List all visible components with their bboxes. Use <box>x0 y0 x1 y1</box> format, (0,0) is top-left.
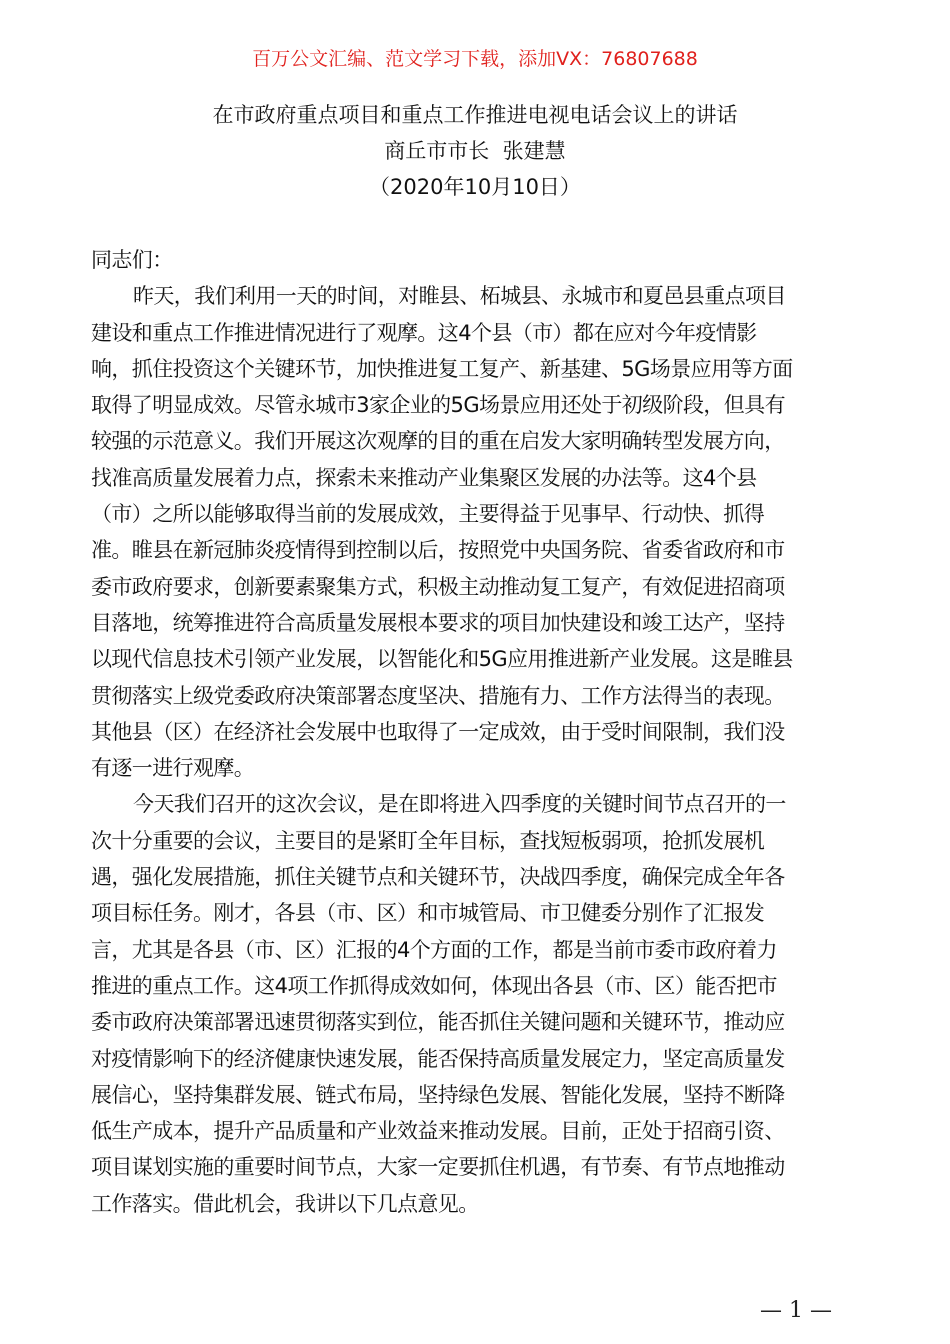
paragraph-line: 项目谋划实施的重要时间节点，大家一定要抓住机遇，有节奏、有节点地推动 <box>91 1155 785 1180</box>
paragraph-line: （市）之所以能够取得当前的发展成效，主要得益于见事早、行动快、抓得 <box>91 502 765 527</box>
paragraph-line: 其他县（区）在经济社会发展中也取得了一定成效，由于受时间限制，我们没 <box>91 719 785 744</box>
page-number: — 1 — <box>760 1298 832 1323</box>
paragraph-line: 推进的重点工作。这4项工作抓得成效如何，体现出各县（市、区）能否把市 <box>91 973 777 998</box>
date-line: （2020年10月10日） <box>369 175 581 199</box>
paragraph-line: 低生产成本，提升产品质量和产业效益来推动发展。目前，正处于招商引资、 <box>91 1119 785 1144</box>
salutation: 同志们： <box>91 248 173 272</box>
paragraph-line: 对疫情影响下的经济健康快速发展，能否保持高质量发展定力，坚定高质量发 <box>91 1046 785 1071</box>
paragraph-line: 委市政府要求，创新要素聚集方式，积极主动推动复工复产，有效促进招商项 <box>91 574 785 599</box>
paragraph-line: 较强的示范意义。我们开展这次观摩的目的重在启发大家明确转型发展方向， <box>91 429 785 454</box>
paragraph-line: 贯彻落实上级党委政府决策部署态度坚决、措施有力、工作方法得当的表现。 <box>91 683 785 708</box>
paragraph-line: 次十分重要的会议，主要目的是紧盯全年目标，查找短板弱项，抢抓发展机 <box>91 828 765 853</box>
paragraph-line: 展信心，坚持集群发展、链式布局，坚持绿色发展、智能化发展，坚持不断降 <box>91 1082 785 1107</box>
document-body <box>91 242 861 1222</box>
paragraph-line: 取得了明显成效。尽管永城市3家企业的5G场景应用还处于初级阶段，但具有 <box>91 393 785 418</box>
document-title: 在市政府重点项目和重点工作推进电视电话会议上的讲话 <box>212 103 738 127</box>
document-header <box>0 97 950 205</box>
paragraph-line: 建设和重点工作推进情况进行了观摩。这4个县（市）都在应对今年疫情影 <box>91 320 757 345</box>
paragraph-line: 言，尤其是各县（市、区）汇报的4个方面的工作，都是当前市委市政府着力 <box>91 937 777 962</box>
paragraph-line: 以现代信息技术引领产业发展，以智能化和5G应用推进新产业发展。这是睢县 <box>91 647 793 672</box>
paragraph-line: 昨天，我们利用一天的时间，对睢县、柘城县、永城市和夏邑县重点项目 <box>133 284 786 309</box>
paragraph-line: 找准高质量发展着力点，探索未来推动产业集聚区发展的办法等。这4个县 <box>91 465 757 490</box>
paragraph-line: 目落地，统筹推进符合高质量发展根本要求的项目加快建设和竣工达产，坚持 <box>91 610 785 635</box>
paragraph-line: 有逐一进行观摩。 <box>91 756 255 781</box>
paragraph-line: 遇，强化发展措施，抓住关键节点和关键环节，决战四季度，确保完成全年各 <box>91 865 785 890</box>
speaker-line: 商丘市市长 张建慧 <box>384 139 566 163</box>
paragraph-line: 委市政府决策部署迅速贯彻落实到位，能否抓住关键问题和关键环节，推动应 <box>91 1010 785 1035</box>
paragraph-line: 今天我们召开的这次会议，是在即将进入四季度的关键时间节点召开的一 <box>133 792 786 817</box>
paragraph-line: 响，抓住投资这个关键环节，加快推进复工复产、新基建、5G场景应用等方面 <box>91 356 793 381</box>
paragraph-line: 项目标任务。刚才，各县（市、区）和市城管局、市卫健委分别作了汇报发 <box>91 901 765 926</box>
paragraph-line: 工作落实。借此机会，我讲以下几点意见。 <box>91 1191 479 1216</box>
watermark-banner: 百万公文汇编、范文学习下载，添加VX：76807688 <box>252 48 698 70</box>
paragraph-line: 准。睢县在新冠肺炎疫情得到控制以后，按照党中央国务院、省委省政府和市 <box>91 538 785 563</box>
